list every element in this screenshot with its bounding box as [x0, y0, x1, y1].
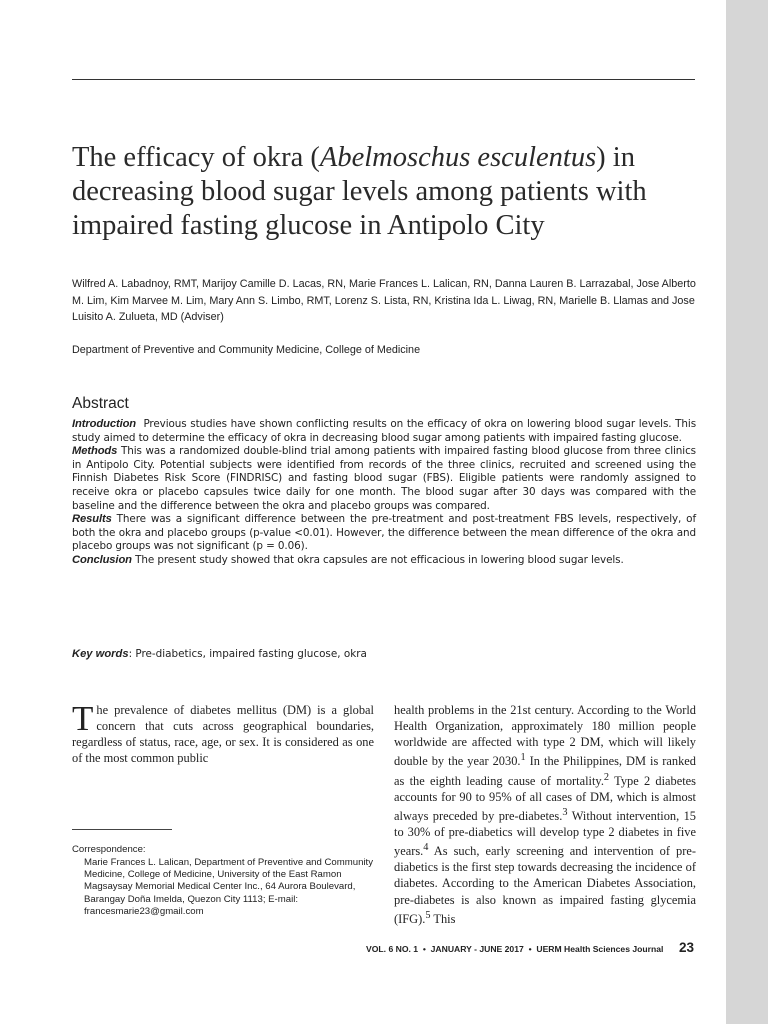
- correspondence-text: Marie Frances L. Lalican, Department of Preventive and Community Medicine, College of Medicine, University of the East Ramon Magsaysay Memorial Medical Center Inc., 64 Aurora Boulevard, Barangay Doña Imelda, Quezon City 1113; E-mail: francesmarie23@gmail.com: [84, 857, 374, 917]
- keywords-text: Pre-diabetics, impaired fasting glucose, okra: [135, 648, 367, 660]
- reference-marker[interactable]: 1: [520, 752, 526, 764]
- keywords-label: Key words: [72, 648, 129, 660]
- section-label: Methods: [72, 445, 118, 458]
- volume-info: VOL. 6 NO. 1: [366, 944, 419, 954]
- abstract-results: Results There was a significant difference between the pre-treatment and post-treatment FBS levels, respectively, of both the okra and placebo groups (p-value <0.01). However, the difference between the mean difference of the okra and placebo groups was not significant (p = 0.06).: [72, 513, 696, 553]
- reference-marker[interactable]: 4: [423, 842, 429, 854]
- abstract-body: [72, 418, 696, 568]
- header-rule: [72, 79, 695, 80]
- species-name: Abelmoschus esculentus: [319, 142, 597, 173]
- section-label: Results: [72, 513, 112, 526]
- abstract-methods: Methods This was a randomized double-blind trial among patients with impaired fasting blood glucose from three clinics in Antipolo City. Potential subjects were identified from records of the three clinics, recruited and screened using the Finnish Diabetes Risk Score (FINDRISC) and fasting blood sugar (FBS). Eligible patients were randomly assigned to receive okra or placebo capsules twice daily for one month. The blood sugar after 30 days was compared with the baseline and the difference between the okra and placebo groups was compared.: [72, 445, 696, 512]
- reference-marker[interactable]: 2: [603, 771, 610, 783]
- body-column-right: health problems in the 21st century. According to the World Health Organization, approximately 180 million people worldwide are affected with type 2 DM, which will likely double by the year 2030.$^1$ In the Philippines, DM is ranked as the eighth leading cause of mortality.$^2$ Type 2 diabetes accounts for 90 to 95% of all cases of DM, which is almost always preceded by pre-diabetes.$^3$ Without intervention, 15 to 30% of pre-diabetics will develop type 2 diabetes in five years.$^4$ As such, early screening and intervention of pre-diabetics is the first step towards decreasing the incidence of diabetes. According to the American Diabetes Association, pre-diabetes is also known as impaired fasting glycemia (IFG).$^5$ This: [394, 703, 696, 926]
- keywords: Key words: Pre-diabetics, impaired fasting glucose, okra: [72, 648, 367, 660]
- abstract-conclusion: Conclusion The present study showed that okra capsules are not efficacious in lowering blood sugar levels.: [72, 553, 624, 566]
- abstract-introduction: Introduction Previous studies have shown conflicting results on the efficacy of okra on lowering blood sugar levels. This study aimed to determine the efficacy of okra in decreasing blood sugar among patients with impaired fasting glucose.: [72, 418, 697, 444]
- footnote-divider: [72, 829, 172, 830]
- reference-marker[interactable]: 5: [425, 909, 431, 921]
- affiliation: Department of Preventive and Community Medicine, College of Medicine: [72, 344, 421, 356]
- journal-name: UERM Health Sciences Journal: [536, 944, 664, 954]
- reference-marker[interactable]: 3: [562, 806, 568, 818]
- section-label: Conclusion: [72, 553, 132, 566]
- author-list: Wilfred A. Labadnoy, RMT, Marijoy Camille D. Lacas, RN, Marie Frances L. Lalican, RN, Danna Lauren B. Larrazabal, Jose Alberto M. Lim, Kim Marvee M. Lim, Mary Ann S. Limbo, RMT, Lorenz S. Lista, RN, Kristina Ida L. Liwag, RN, Marielle B. Llamas and Jose Luisito A. Zulueta, MD (Adviser): [72, 278, 696, 323]
- page-number: 23: [679, 940, 695, 955]
- abstract-heading: Abstract: [72, 395, 129, 412]
- issue-period: JANUARY - JUNE 2017: [430, 944, 524, 954]
- section-label: Introduction: [72, 418, 137, 430]
- body-column-left: The prevalence of diabetes mellitus (DM) is a global concern that cuts across geographical boundaries, regardless of status, race, age, or sex. It is considered as one of the most common public: [72, 699, 374, 766]
- journal-footer: VOL. 6 NO. 1 • JANUARY - JUNE 2017 • UERM Health Sciences Journal: [366, 944, 664, 954]
- drop-cap: T: [72, 699, 94, 738]
- correspondence-label: Correspondence:: [72, 844, 146, 855]
- page-side-strip: [726, 0, 768, 1024]
- article-title: The efficacy of okra (Abelmoschus esculentus) in decreasing blood sugar levels among patients with impaired fasting glucose in Antipolo City: [72, 142, 647, 241]
